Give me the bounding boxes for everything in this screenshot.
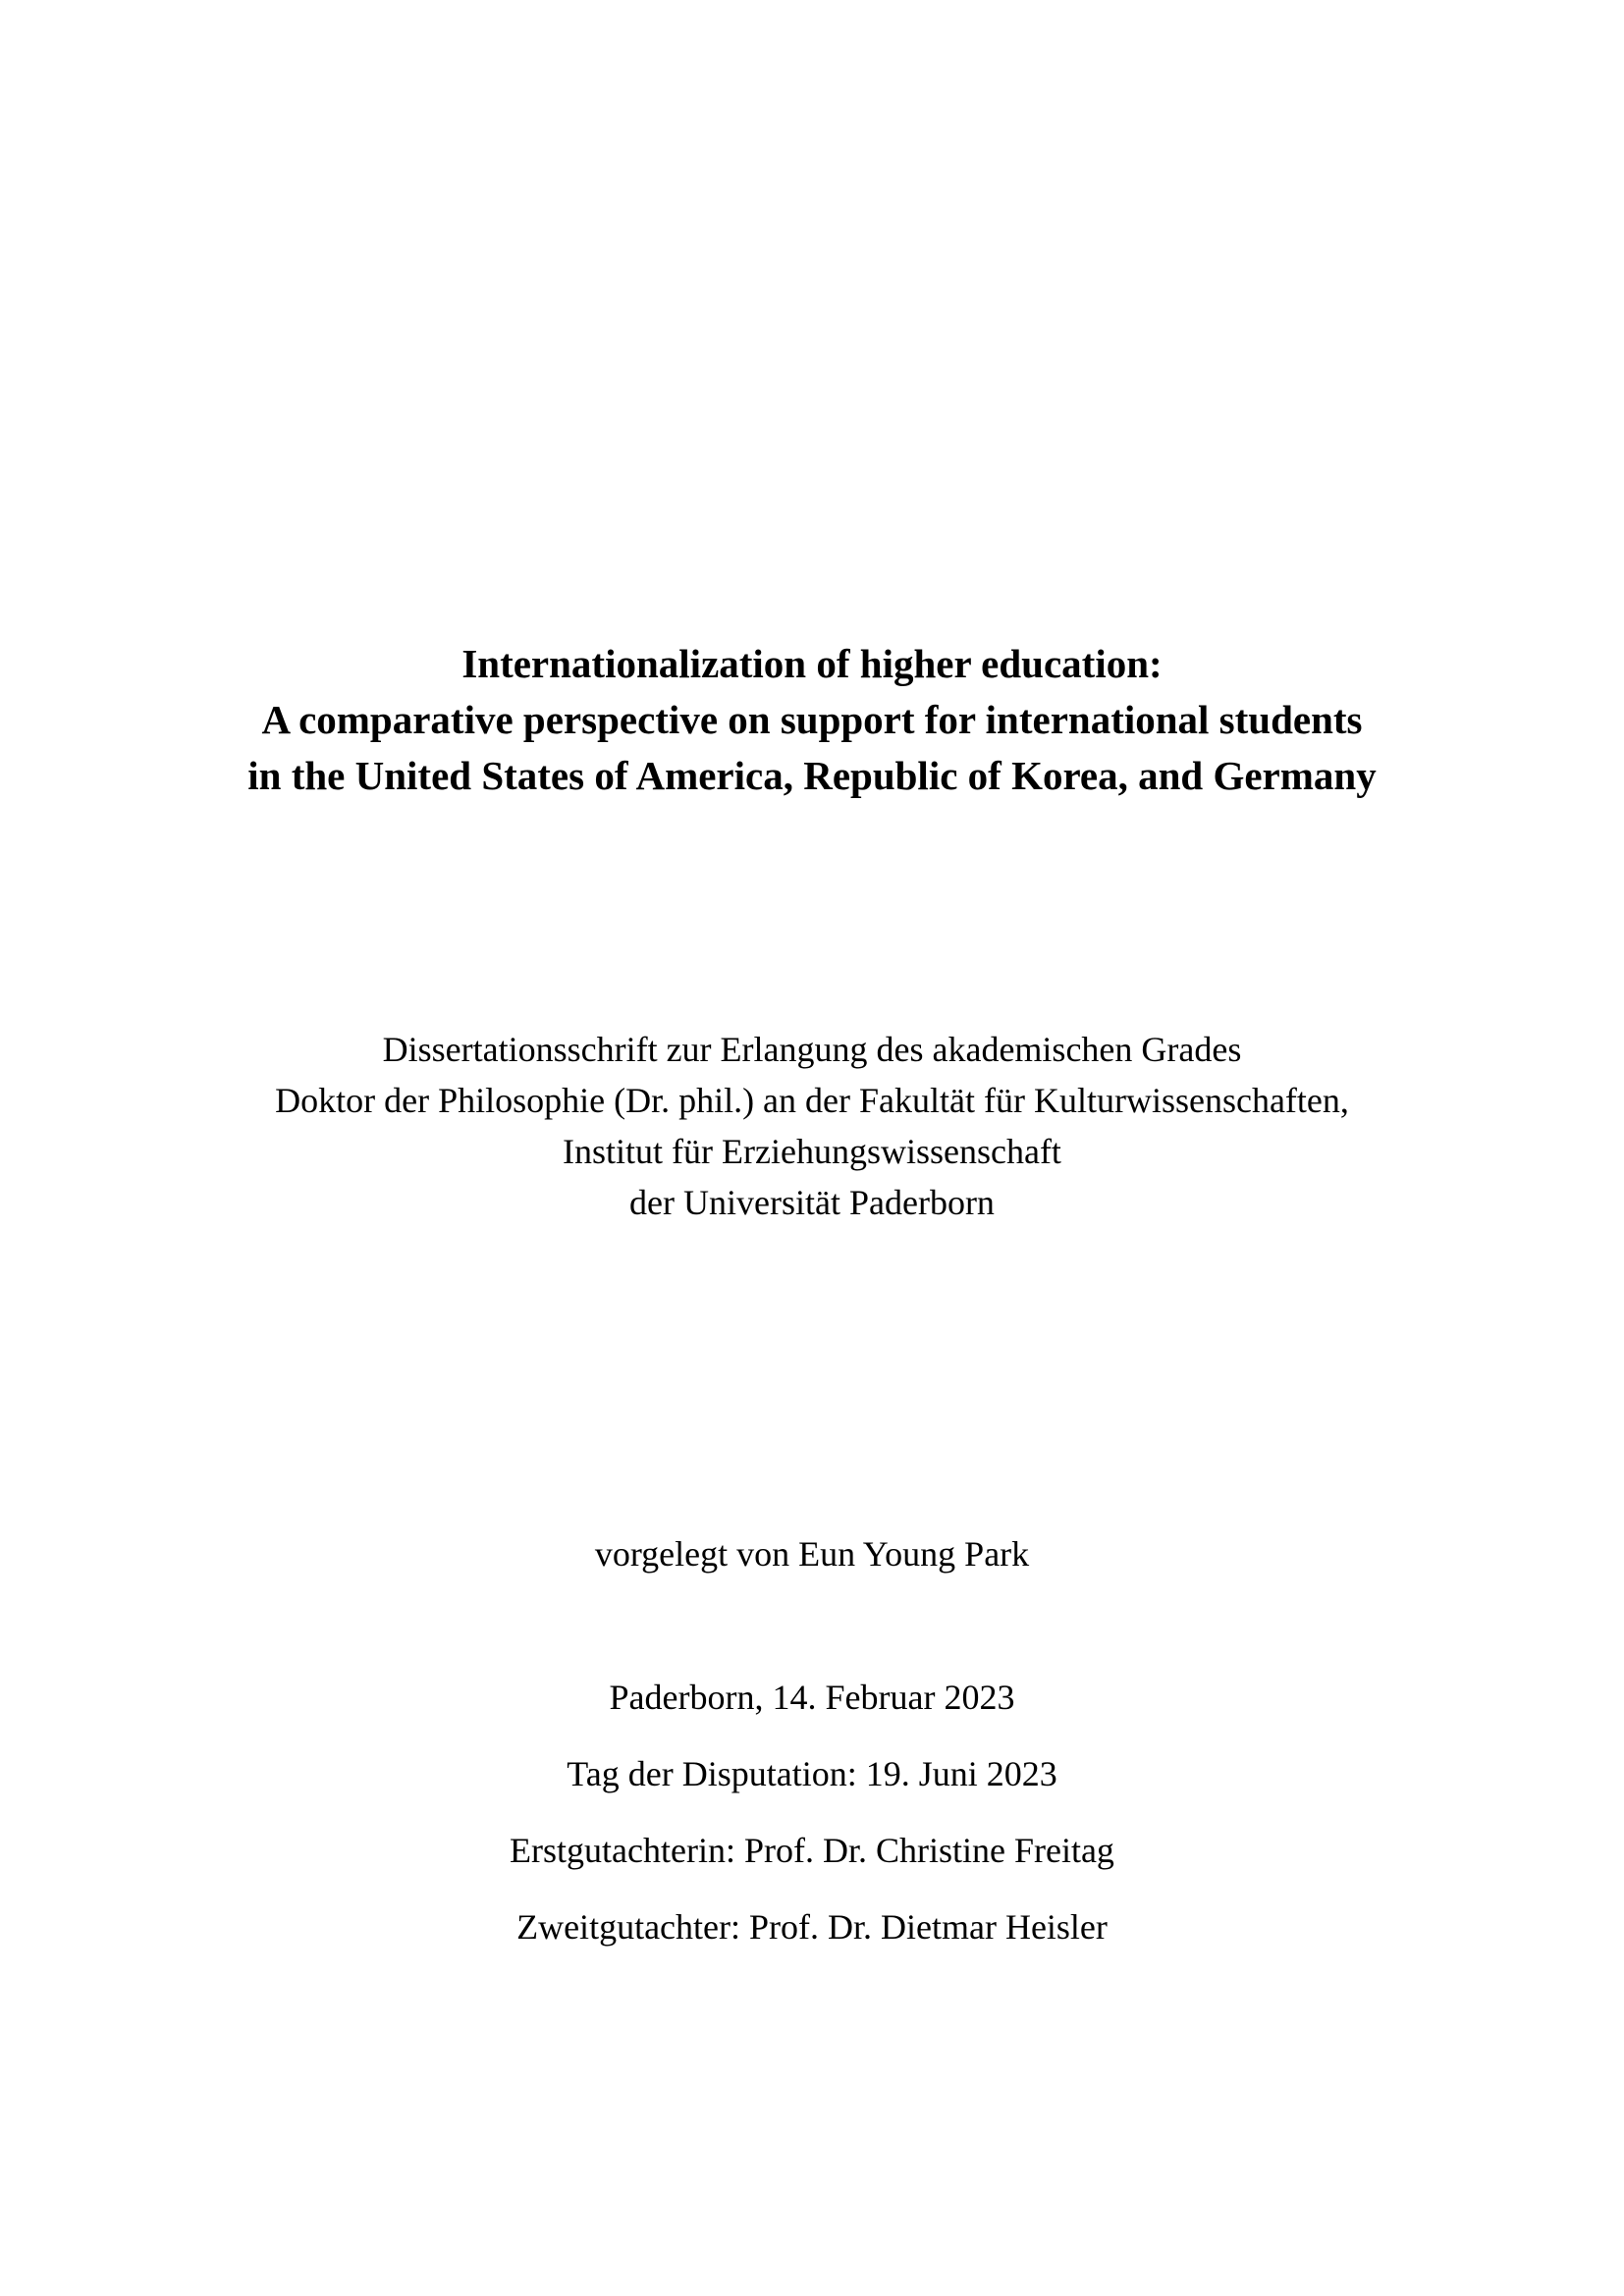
second-reviewer: Zweitgutachter: Prof. Dr. Dietmar Heisler — [516, 1907, 1108, 1947]
submission-details — [0, 1672, 1624, 1978]
thesis-title-line-1: Internationalization of higher education: — [461, 641, 1163, 686]
degree-statement-line-4: der Universität Paderborn — [629, 1183, 995, 1222]
degree-statement — [0, 1024, 1624, 1228]
author-name: vorgelegt von Eun Young Park — [594, 1534, 1030, 1574]
degree-statement-line-2: Doktor der Philosophie (Dr. phil.) an der Fakultät für Kulturwissenschaften, — [275, 1081, 1349, 1120]
first-reviewer: Erstgutachterin: Prof. Dr. Christine Freitag — [510, 1831, 1114, 1870]
thesis-title — [0, 636, 1624, 804]
place-and-date: Paderborn, 14. Februar 2023 — [609, 1678, 1015, 1717]
thesis-title-line-2: A comparative perspective on support for international students — [261, 697, 1363, 742]
thesis-title-line-3: in the United States of America, Republic of Korea, and Germany — [247, 753, 1377, 798]
author-line — [0, 1528, 1624, 1579]
disputation-date: Tag der Disputation: 19. Juni 2023 — [567, 1754, 1057, 1793]
degree-statement-line-3: Institut für Erziehungswissenschaft — [563, 1132, 1061, 1171]
degree-statement-line-1: Dissertationsschrift zur Erlangung des akademischen Grades — [382, 1030, 1242, 1069]
